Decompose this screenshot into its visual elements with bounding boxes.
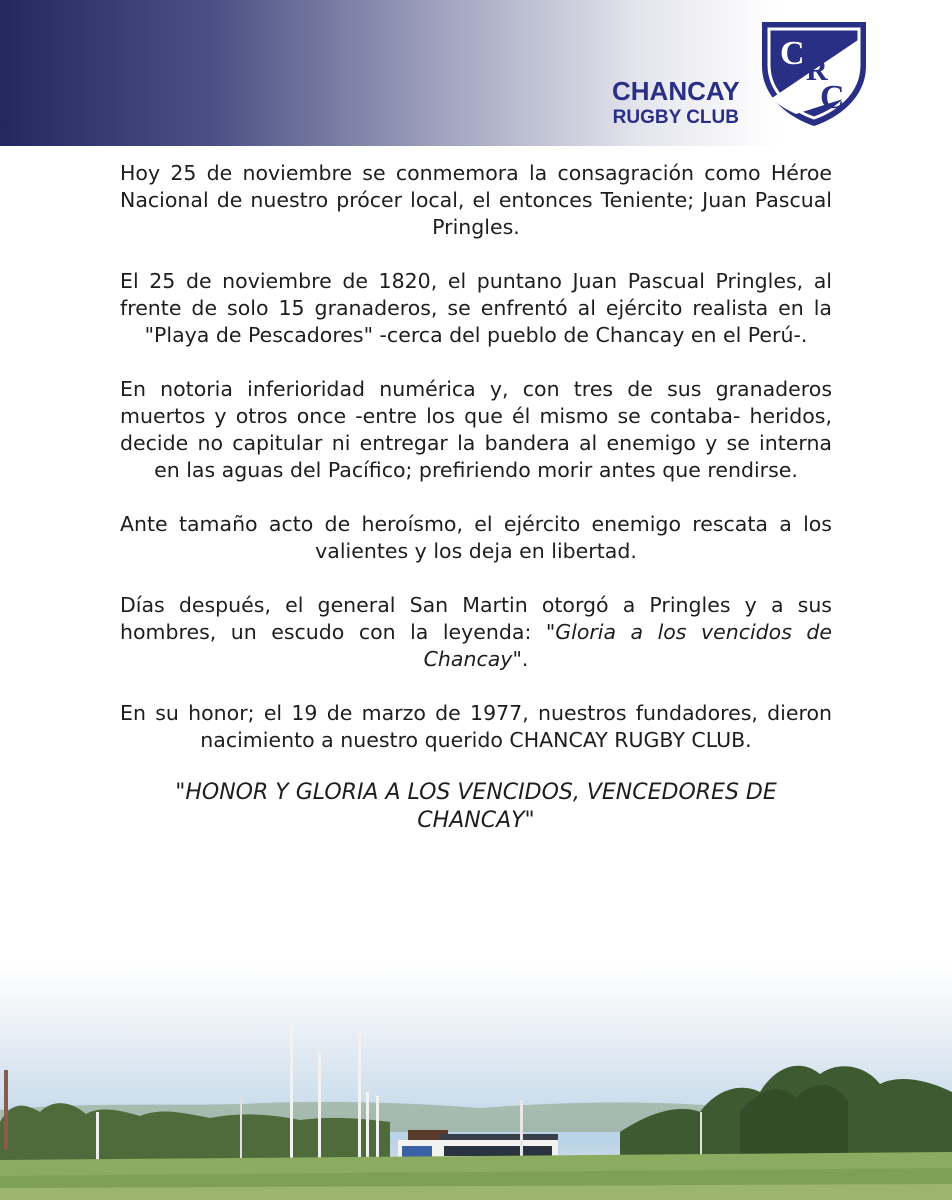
brand-subtitle: RUGBY CLUB (612, 107, 739, 128)
club-motto: "HONOR Y GLORIA A LOS VENCIDOS, VENCEDORES DE CHANCAY" (175, 780, 777, 833)
article-body (120, 160, 832, 862)
paragraph-5-end: ". (512, 647, 529, 671)
club-shield-logo (758, 18, 870, 128)
rugby-field-photo (0, 962, 952, 1200)
club-wordmark (612, 78, 740, 127)
paragraph-4: Ante tamaño acto de heroísmo, el ejército enemigo rescata a los valientes y los deja en libertad. (120, 512, 832, 563)
paragraph-1: Hoy 25 de noviembre se conmemora la consagración como Héroe Nacional de nuestro prócer local, el entonces Teniente; Juan Pascual Pringles. (120, 161, 832, 239)
brand-name: CHANCAY (612, 76, 740, 106)
paragraph-5-text: Días después, el general San Martin otorgó a Pringles y a sus hombres, un escudo con la leyenda: " (120, 593, 832, 644)
paragraph-2: El 25 de noviembre de 1820, el puntano Juan Pascual Pringles, al frente de solo 15 granaderos, se enfrentó al ejército realista en la "Playa de Pescadores" -cerca del pueblo de Chancay en el Perú-. (120, 269, 832, 347)
paragraph-5 (120, 592, 832, 673)
legend-quote: Gloria a los vencidos de Chancay (423, 620, 832, 671)
logo-letter-c2: C (820, 79, 845, 116)
paragraph-6: En su honor; el 19 de marzo de 1977, nuestros fundadores, dieron nacimiento a nuestro querido CHANCAY RUGBY CLUB. (120, 701, 832, 752)
field-scene (0, 962, 952, 1200)
header-banner (0, 0, 952, 146)
logo-letter-c1: C (780, 35, 805, 72)
logo-letter-r: R (806, 54, 828, 87)
paragraph-3: En notoria inferioridad numérica y, con tres de sus granaderos muertos y otros once -entre los que él mismo se contaba- heridos, decide no capitular ni entregar la bandera al enemigo y se interna en las aguas del Pacífico; prefiriendo morir antes que rendirse. (120, 377, 832, 482)
